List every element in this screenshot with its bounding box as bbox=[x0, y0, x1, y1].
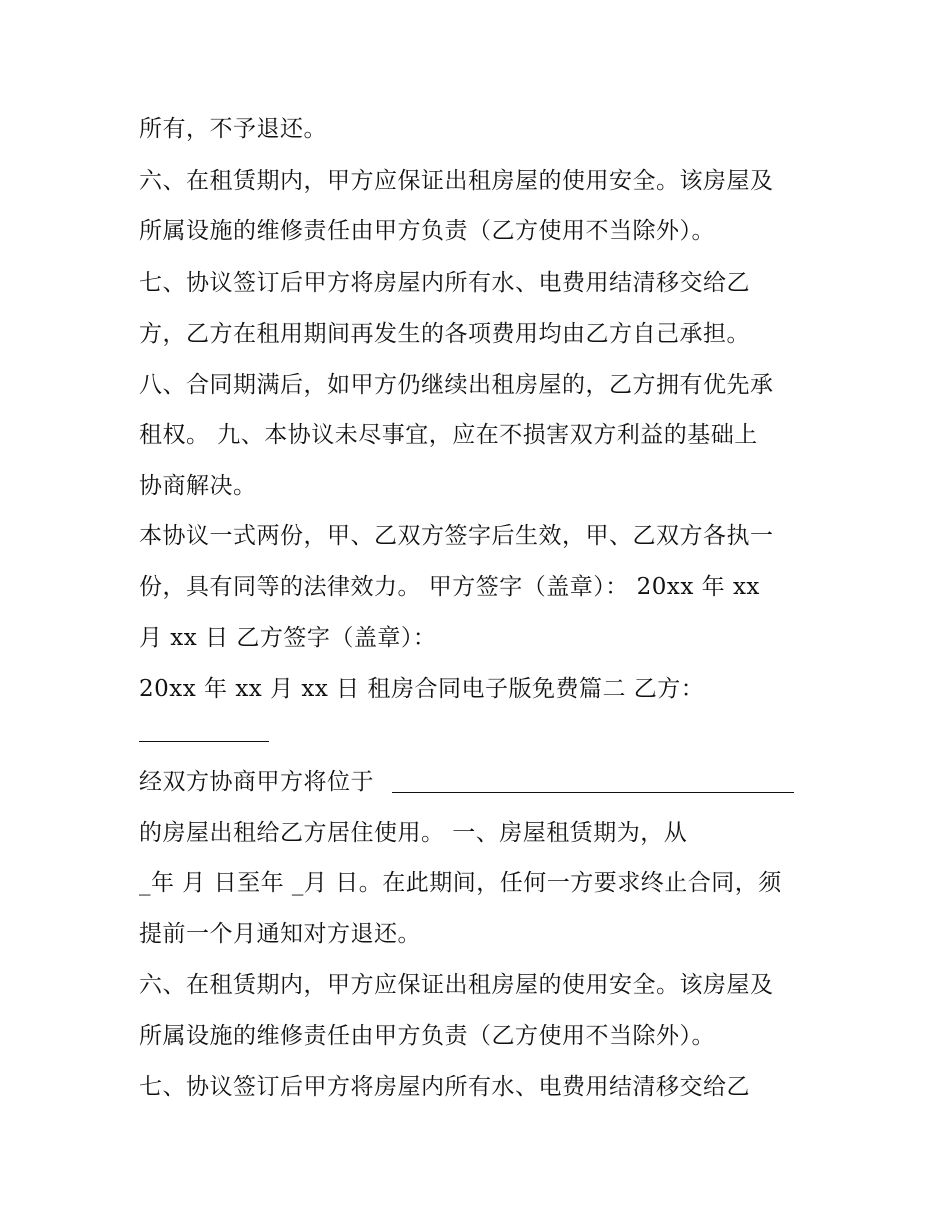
text-line: 所属设施的维修责任由甲方负责（乙方使用不当除外）。 bbox=[139, 218, 715, 244]
text-line: 协商解决。 bbox=[139, 473, 257, 499]
text-line: 本协议一式两份，甲、乙双方签字后生效，甲、乙双方各执一 bbox=[139, 523, 774, 549]
text-line: 所有，不予退还。 bbox=[139, 116, 327, 142]
text-line: 所属设施的维修责任由甲方负责（乙方使用不当除外）。 bbox=[139, 1023, 715, 1049]
text-line: 经双方协商甲方将位于 bbox=[139, 769, 374, 795]
text-line: 七、协议签订后甲方将房屋内所有水、电费用结清移交给乙 bbox=[139, 270, 750, 296]
text-line: 20xx 年 xx 月 xx 日 租房合同电子版免费篇二 乙方： bbox=[139, 676, 705, 702]
text-line: _年 月 日至年 _月 日。在此期间，任何一方要求终止合同，须 bbox=[139, 870, 782, 896]
text-line: 租权。 九、本协议未尽事宜，应在不损害双方利益的基础上 bbox=[139, 422, 758, 448]
text-line: 提前一个月通知对方退还。 bbox=[139, 921, 421, 947]
text-line: 月 xx 日 乙方签字（盖章）： bbox=[139, 625, 437, 651]
text-line: 的房屋出租给乙方居住使用。 一、房屋租赁期为，从 bbox=[139, 820, 688, 846]
text-line: 八、合同期满后，如甲方仍继续出租房屋的，乙方拥有优先承 bbox=[139, 372, 774, 398]
text-line: 六、在租赁期内，甲方应保证出租房屋的使用安全。该房屋及 bbox=[139, 168, 774, 194]
text-line: 七、协议签订后甲方将房屋内所有水、电费用结清移交给乙 bbox=[139, 1074, 750, 1100]
text-line: 份，具有同等的法律效力。 甲方签字（盖章）： 20xx 年 xx bbox=[139, 574, 760, 600]
text-line: 六、在租赁期内，甲方应保证出租房屋的使用安全。该房屋及 bbox=[139, 972, 774, 998]
text-line: 方，乙方在租用期间再发生的各项费用均由乙方自己承担。 bbox=[139, 321, 750, 347]
blank-underline bbox=[139, 741, 269, 742]
blank-underline bbox=[392, 792, 794, 793]
